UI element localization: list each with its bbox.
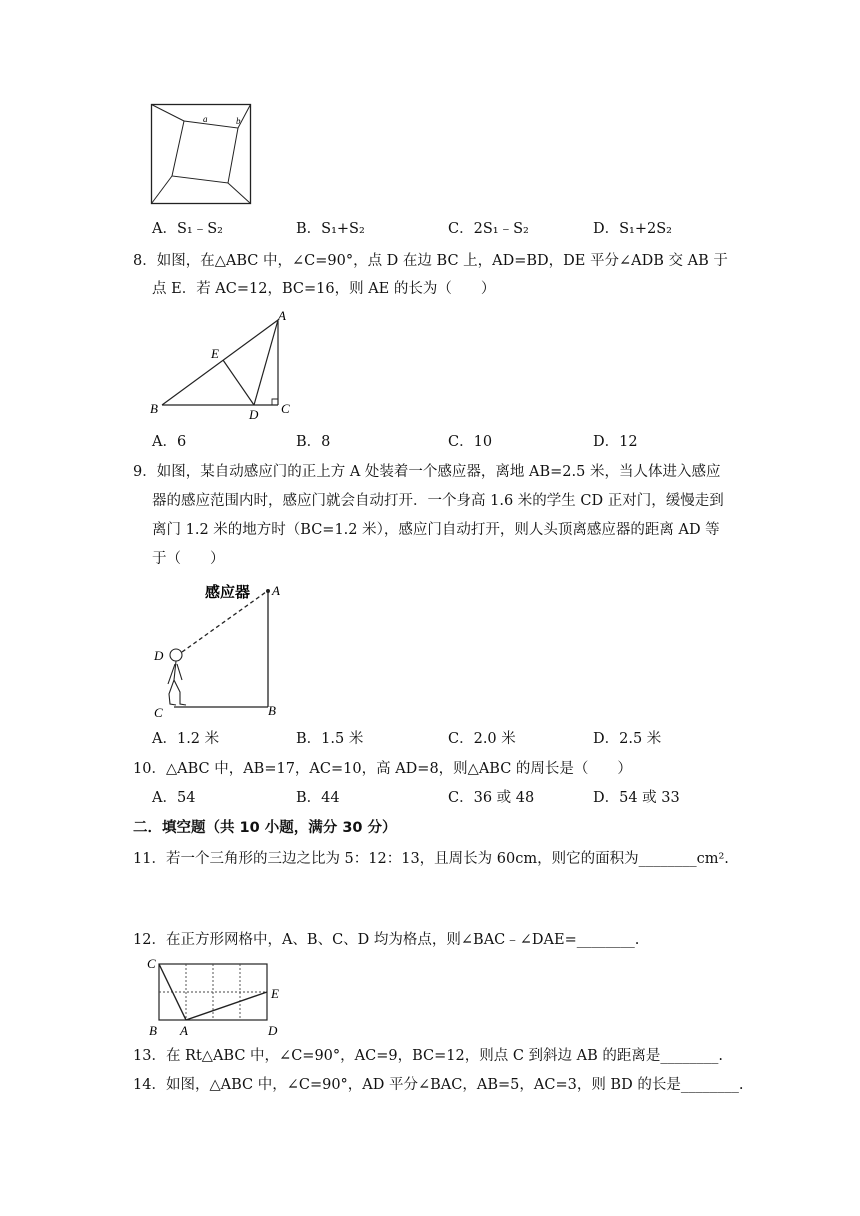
q7-option-a: A．S₁﹣S₂ bbox=[152, 221, 223, 237]
label-C: C bbox=[154, 705, 163, 720]
q9-line3: 离门 1.2 米的地方时（BC=1.2 米），感应门自动打开，则人头顶离感应器的距离 AD 等 bbox=[152, 522, 720, 538]
q9-option-a: A．1.2 米 bbox=[152, 731, 220, 747]
label-C: C bbox=[281, 401, 290, 416]
figure-q9-sensor bbox=[150, 580, 290, 720]
line-d1 bbox=[152, 176, 173, 204]
label-D: D bbox=[249, 407, 259, 422]
label-E: E bbox=[271, 986, 279, 1001]
q10-option-c: C．36 或 48 bbox=[448, 790, 535, 806]
q8-option-c: C．10 bbox=[448, 434, 493, 450]
q8-option-b: B．8 bbox=[296, 434, 331, 450]
q10-option-b: B．44 bbox=[296, 790, 340, 806]
label-A: A bbox=[180, 1023, 188, 1038]
q9-line4: 于（ ） bbox=[152, 551, 225, 567]
q7-option-c: C．2S₁﹣S₂ bbox=[448, 221, 529, 237]
label-C: C bbox=[147, 956, 156, 971]
label-B: B bbox=[149, 1023, 157, 1038]
q9-option-b: B．1.5 米 bbox=[296, 731, 364, 747]
label-A: A bbox=[272, 583, 280, 598]
q10-option-d: D．54 或 33 bbox=[593, 790, 680, 806]
q13-line1: 13．在 Rt△ABC 中，∠C=90°，AC=9，BC=12，则点 C 到斜边 AB 的距离是________. bbox=[133, 1048, 723, 1064]
q8-line2: 点 E．若 AC=12，BC=16，则 AE 的长为（ ） bbox=[152, 281, 496, 297]
figure-q7-squares bbox=[150, 103, 254, 207]
q14-line1: 14．如图，△ABC 中，∠C=90°，AD 平分∠BAC，AB=5，AC=3，则 BD 的长是________. bbox=[133, 1077, 744, 1093]
section-title-fill-in: 二．填空题（共 10 小题，满分 30 分） bbox=[133, 820, 397, 836]
q9-option-c: C．2.0 米 bbox=[448, 731, 516, 747]
q11-line1: 11．若一个三角形的三边之比为 5：12：13，且周长为 60cm，则它的面积为________cm². bbox=[133, 851, 729, 867]
label-D: D bbox=[268, 1023, 278, 1038]
q8-line1: 8．如图，在△ABC 中，∠C=90°，点 D 在边 BC 上，AD=BD，DE 平分∠ADB 交 AB 于 bbox=[133, 253, 728, 269]
q7-option-d: D．S₁+2S₂ bbox=[593, 221, 672, 237]
label-b: b bbox=[236, 116, 241, 126]
label-E: E bbox=[211, 346, 219, 361]
q9-line2: 器的感应范围内时，感应门就会自动打开．一个身高 1.6 米的学生 CD 正对门，缓慢走到 bbox=[152, 493, 724, 509]
q10-option-a: A．54 bbox=[152, 790, 196, 806]
q12-line1: 12．在正方形网格中，A、B、C、D 均为格点，则∠BAC﹣∠DAE=________. bbox=[133, 932, 640, 948]
q9-option-d: D．2.5 米 bbox=[593, 731, 662, 747]
label-B: B bbox=[150, 401, 158, 416]
q9-line1: 9．如图，某自动感应门的正上方 A 处装着一个感应器，离地 AB=2.5 米，当人体进入感应 bbox=[133, 464, 721, 480]
q7-option-b: B．S₁+S₂ bbox=[296, 221, 365, 237]
inner-square bbox=[172, 121, 238, 183]
label-D: D bbox=[154, 648, 164, 663]
label-B: B bbox=[268, 703, 276, 718]
q10-line1: 10．△ABC 中，AB=17，AC=10，高 AD=8，则△ABC 的周长是（ ） bbox=[133, 761, 632, 777]
label-a: a bbox=[203, 114, 208, 124]
sensor-label: 感应器 bbox=[205, 583, 251, 601]
line-a1 bbox=[152, 105, 185, 122]
line-c1 bbox=[228, 183, 251, 204]
q8-option-a: A．6 bbox=[152, 434, 187, 450]
person-head bbox=[170, 649, 182, 661]
label-A: A bbox=[278, 308, 286, 323]
figure-q12-grid bbox=[145, 952, 295, 1037]
q8-option-d: D．12 bbox=[593, 434, 638, 450]
figure-q8-triangle bbox=[150, 310, 295, 422]
